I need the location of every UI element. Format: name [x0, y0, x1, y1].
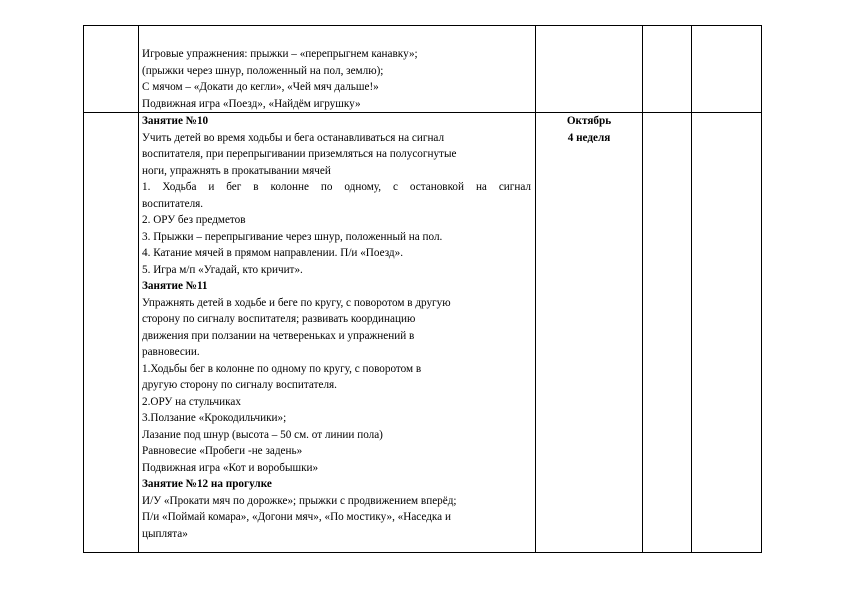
list-item: другую сторону по сигналу воспитателя. — [142, 379, 337, 391]
text-line: сторону по сигналу воспитателя; развивать координацию — [142, 313, 416, 325]
table-cell-blank — [643, 26, 692, 113]
week-label: 4 неделя — [567, 131, 611, 144]
list-item: Подвижная игра «Кот и воробышки» — [142, 461, 319, 474]
lesson-title: Занятие №10 — [142, 115, 209, 127]
text-line: Учить детей во время ходьбы и бега останавливаться на сигнал — [142, 131, 445, 144]
list-item: 3.Ползание «Крокодильчики»; — [142, 412, 287, 424]
table-cell-blank — [643, 113, 692, 553]
text-line: С мячом – «Докати до кегли», «Чей мяч дальше!» — [142, 81, 379, 93]
text-line: равновесии. — [142, 346, 200, 358]
month-label: Октябрь — [566, 115, 612, 127]
text-line: воспитателя, при перепрыгивании приземляться на полусогнутые — [142, 148, 457, 160]
text-line: движения при ползании на четвереньках и упражнений в — [142, 329, 415, 342]
lesson-title: Занятие №12 на прогулке — [142, 478, 272, 490]
table-row — [84, 26, 762, 113]
list-item: 2.ОРУ на стульчиках — [142, 395, 241, 408]
table-cell-date — [536, 26, 643, 113]
lesson-plan-table — [83, 25, 762, 553]
text-line: Игровые упражнения: прыжки – «перепрыгнем канавку»; — [142, 48, 418, 60]
list-item: 1. Ходьба и бег в колонне по одному, с остановкой на сигнал — [142, 181, 531, 193]
list-item: 1.Ходьбы бег в колонне по одному по кругу, с поворотом в — [142, 362, 422, 375]
table-cell-content — [139, 113, 536, 553]
text-line: П/и «Поймай комара», «Догони мяч», «По мостику», «Наседка и — [142, 511, 451, 523]
text-line: цыплята» — [142, 527, 188, 540]
text-line: И/У «Прокати мяч по дорожке»; прыжки с продвижением вперёд; — [142, 494, 457, 507]
lesson-title: Занятие №11 — [142, 280, 208, 292]
table-cell-content — [139, 26, 536, 113]
list-item: 3. Прыжки – перепрыгивание через шнур, положенный на пол. — [142, 230, 443, 243]
list-item: воспитателя. — [142, 197, 204, 210]
list-item: 5. Игра м/п «Угадай, кто кричит». — [142, 263, 303, 276]
text-line: Упражнять детей в ходьбе и беге по кругу, с поворотом в другую — [142, 296, 451, 309]
text-line: Подвижная игра «Поезд», «Найдём игрушку» — [142, 97, 361, 110]
table-cell-date — [536, 113, 643, 553]
table-cell-blank — [84, 113, 139, 553]
list-item: 4. Катание мячей в прямом направлении. П/и «Поезд». — [142, 247, 404, 259]
list-item: Равновесие «Пробеги -не задень» — [142, 445, 303, 457]
table-cell-blank — [692, 113, 762, 553]
table-cell-blank — [84, 26, 139, 113]
table-row — [84, 113, 762, 553]
text-line: ноги, упражнять в прокатывании мячей — [142, 164, 331, 177]
list-item: 2. ОРУ без предметов — [142, 214, 246, 226]
text-line: (прыжки через шнур, положенный на пол, землю); — [142, 64, 384, 77]
table-cell-blank — [692, 26, 762, 113]
list-item: Лазание под шнур (высота – 50 см. от линии пола) — [142, 428, 383, 441]
